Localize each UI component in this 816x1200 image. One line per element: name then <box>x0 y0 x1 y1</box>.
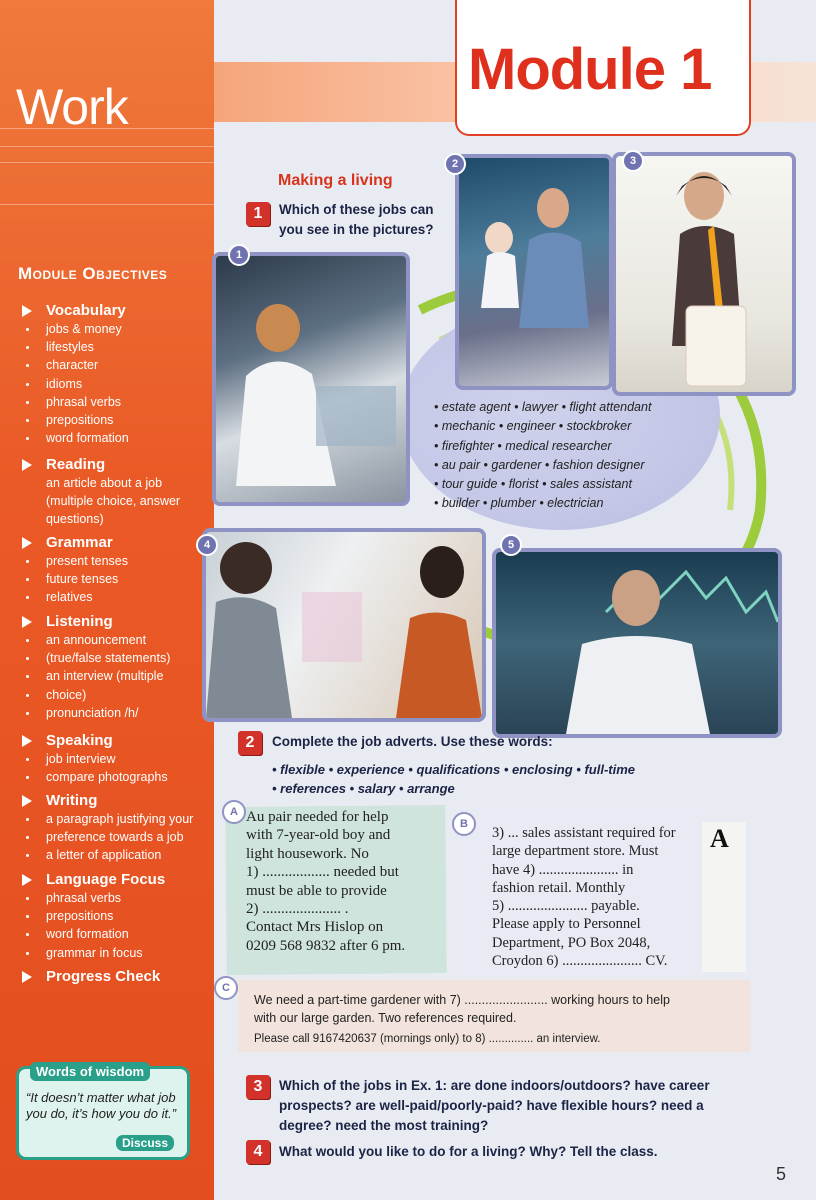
wisdom-label: Words of wisdom <box>30 1062 150 1081</box>
advert-c-line-3: Please call 9167420637 (mornings only) to 8) .............. an interview. <box>254 1033 601 1045</box>
advert-line: 5) ...................... payable. <box>492 898 640 915</box>
exercise-3-line-1: Which of the jobs in Ex. 1: are done indoors/outdoors? have career <box>279 1078 710 1093</box>
jobs-line: • tour guide • florist • sales assistant <box>434 477 632 492</box>
objective-item: jobs & money <box>22 320 129 338</box>
advert-c-line-1: We need a part-time gardener with 7) ........................ working hours to help <box>254 993 670 1007</box>
objective-item: phrasal verbs <box>22 889 165 907</box>
jobs-line: • firefighter • medical researcher <box>434 438 612 453</box>
advert-line: with 7-year-old boy and <box>246 827 391 844</box>
word-bank-line-2: • references • salary • arrange <box>272 781 455 796</box>
exercise-3-line-3: degree? need the most training? <box>279 1118 489 1133</box>
advert-b-text <box>492 824 676 970</box>
objective-heading <box>22 732 168 749</box>
triangle-bullet-icon <box>22 459 32 471</box>
objective-item: a paragraph justifying your <box>22 810 193 828</box>
objective-item: phrasal verbs <box>22 393 129 411</box>
objective-item: prepositions <box>22 907 165 925</box>
module-title: Module 1 <box>468 37 712 102</box>
advert-line: light housework. No <box>246 845 369 862</box>
triangle-bullet-icon <box>22 616 32 628</box>
objective-heading <box>22 792 193 809</box>
objective-section <box>22 968 160 986</box>
objective-section <box>22 732 168 786</box>
objective-heading <box>22 871 165 888</box>
exercise-1-question: Which of these jobs can you see in the pictures? <box>279 202 434 237</box>
objectives-title: Module Objectives <box>18 264 168 283</box>
objective-item: a letter of application <box>22 846 193 864</box>
objective-item: present tenses <box>22 552 128 570</box>
jobs-line: • estate agent • lawyer • flight attendant <box>434 400 652 414</box>
objective-heading-text: Progress Check <box>46 968 161 985</box>
advert-line: fashion retail. Monthly <box>492 879 626 896</box>
advert-c-line-2: with our large garden. Two references required. <box>254 1011 517 1025</box>
photo-4-florist <box>202 528 486 722</box>
exercise-number-1: 1 <box>246 202 270 226</box>
stockbroker-figure <box>496 552 778 734</box>
photo-2-au-pair <box>455 154 613 390</box>
researcher-figure <box>216 256 406 502</box>
exercise-2-instruction: Complete the job adverts. Use these words: <box>272 734 553 749</box>
objective-heading-text: Writing <box>46 792 98 809</box>
photo-number-4: 4 <box>196 534 218 556</box>
exercise-number-4: 4 <box>246 1140 270 1164</box>
exercise-4-question: What would you like to do for a living? Why? Tell the class. <box>279 1144 658 1159</box>
jobs-line: • mechanic • engineer • stockbroker <box>434 419 632 434</box>
objective-section <box>22 302 129 447</box>
objective-item: (multiple choice, answer <box>46 494 181 509</box>
objective-item: character <box>22 356 129 374</box>
objective-item: pronunciation /h/ <box>22 704 170 722</box>
photo-number-5: 5 <box>500 534 522 556</box>
advert-line: Croydon 6) ...................... CV. <box>492 953 668 970</box>
photo-1-researcher <box>212 252 410 506</box>
advert-line: 3) ... sales assistant required for <box>492 825 676 841</box>
objective-heading <box>22 534 128 551</box>
objective-heading-text: Listening <box>46 613 113 630</box>
objective-heading <box>22 302 129 319</box>
objective-heading-text: Language Focus <box>46 871 166 888</box>
advert-line: 1) .................. needed but <box>246 864 399 881</box>
objective-heading <box>22 613 170 630</box>
photo-5-stockbroker <box>492 548 782 738</box>
objective-section <box>22 456 180 529</box>
word-bank <box>272 760 635 798</box>
advert-line: have 4) ...................... in <box>492 861 634 878</box>
fashion-designer-figure <box>616 156 792 392</box>
advert-c-text <box>254 991 670 1048</box>
page-number: 5 <box>776 1164 787 1184</box>
jobs-list <box>434 398 651 514</box>
objective-item: an announcement <box>22 631 170 649</box>
objective-item: questions) <box>46 512 104 527</box>
jobs-line: • au pair • gardener • fashion designer <box>434 457 645 472</box>
objective-item: compare photographs <box>22 768 168 786</box>
objective-item: idioms <box>22 375 129 393</box>
exercise-number-2: 2 <box>238 731 262 755</box>
triangle-bullet-icon <box>22 537 32 549</box>
advert-line: Contact Mrs Hislop on <box>246 919 384 936</box>
objective-item: grammar in focus <box>22 944 165 962</box>
objective-section <box>22 613 170 722</box>
objective-heading-text: Vocabulary <box>46 302 126 319</box>
exercise-3-line-2: prospects? are well-paid/poorly-paid? have flexible hours? need a <box>279 1098 704 1113</box>
objective-item: preference towards a job <box>22 828 193 846</box>
advert-line: 0209 568 9832 after 6 pm. <box>246 937 406 954</box>
wisdom-quote: “It doesn’t matter what job you do, it’s how you do it.” <box>26 1090 177 1121</box>
florist-figures <box>206 532 482 718</box>
objective-item: an interview (multiple <box>22 667 170 685</box>
objective-item: prepositions <box>22 411 129 429</box>
objective-item: relatives <box>22 588 128 606</box>
advert-line: Please apply to Personnel <box>492 916 641 933</box>
objective-section <box>22 871 165 962</box>
photo-3-fashion-designer <box>612 152 796 396</box>
advert-line: must be able to provide <box>246 882 387 899</box>
objective-item: job interview <box>22 750 168 768</box>
objective-heading-text: Speaking <box>46 732 113 749</box>
objective-heading <box>22 456 180 473</box>
advert-line: 2) ..................... . <box>246 901 349 918</box>
objective-heading-text: Grammar <box>46 534 113 551</box>
exercise-number-3: 3 <box>246 1075 270 1099</box>
unit-title: Work <box>16 79 128 135</box>
word-bank-line-1: • flexible • experience • qualifications • enclosing • full-time <box>272 762 636 777</box>
objective-item: word formation <box>22 925 165 943</box>
objective-item: future tenses <box>22 570 128 588</box>
jobs-line: • builder • plumber • electrician <box>434 496 604 511</box>
objective-item: choice) <box>22 686 170 704</box>
discuss-button[interactable]: Discuss <box>116 1135 174 1151</box>
objective-item: an article about a job <box>46 476 163 490</box>
section-subheading: Making a living <box>278 172 393 189</box>
triangle-bullet-icon <box>22 874 32 886</box>
advert-line: Department, PO Box 2048, <box>492 934 651 951</box>
au-pair-figure <box>459 158 609 386</box>
triangle-bullet-icon <box>22 305 32 317</box>
advert-b-newspaper-edge: A <box>702 822 746 972</box>
exercise-3-question <box>279 1076 710 1136</box>
objective-section <box>22 534 128 607</box>
advert-a-text <box>246 808 405 955</box>
objective-heading-text: Reading <box>46 456 106 473</box>
photo-number-3: 3 <box>622 150 644 172</box>
advert-a-label: A <box>222 800 246 824</box>
advert-b-label: B <box>452 812 476 836</box>
objective-item: word formation <box>22 429 129 447</box>
triangle-bullet-icon <box>22 795 32 807</box>
photo-number-2: 2 <box>444 153 466 175</box>
advert-line: Au pair needed for help <box>246 809 389 825</box>
advert-c-label: C <box>214 976 238 1000</box>
photo-number-1: 1 <box>228 244 250 266</box>
triangle-bullet-icon <box>22 735 32 747</box>
triangle-bullet-icon <box>22 971 32 983</box>
objective-item: lifestyles <box>22 338 129 356</box>
objective-heading <box>22 968 160 985</box>
advert-line: large department store. Must <box>492 843 659 860</box>
objective-section <box>22 792 193 865</box>
objective-item: (true/false statements) <box>22 649 170 667</box>
